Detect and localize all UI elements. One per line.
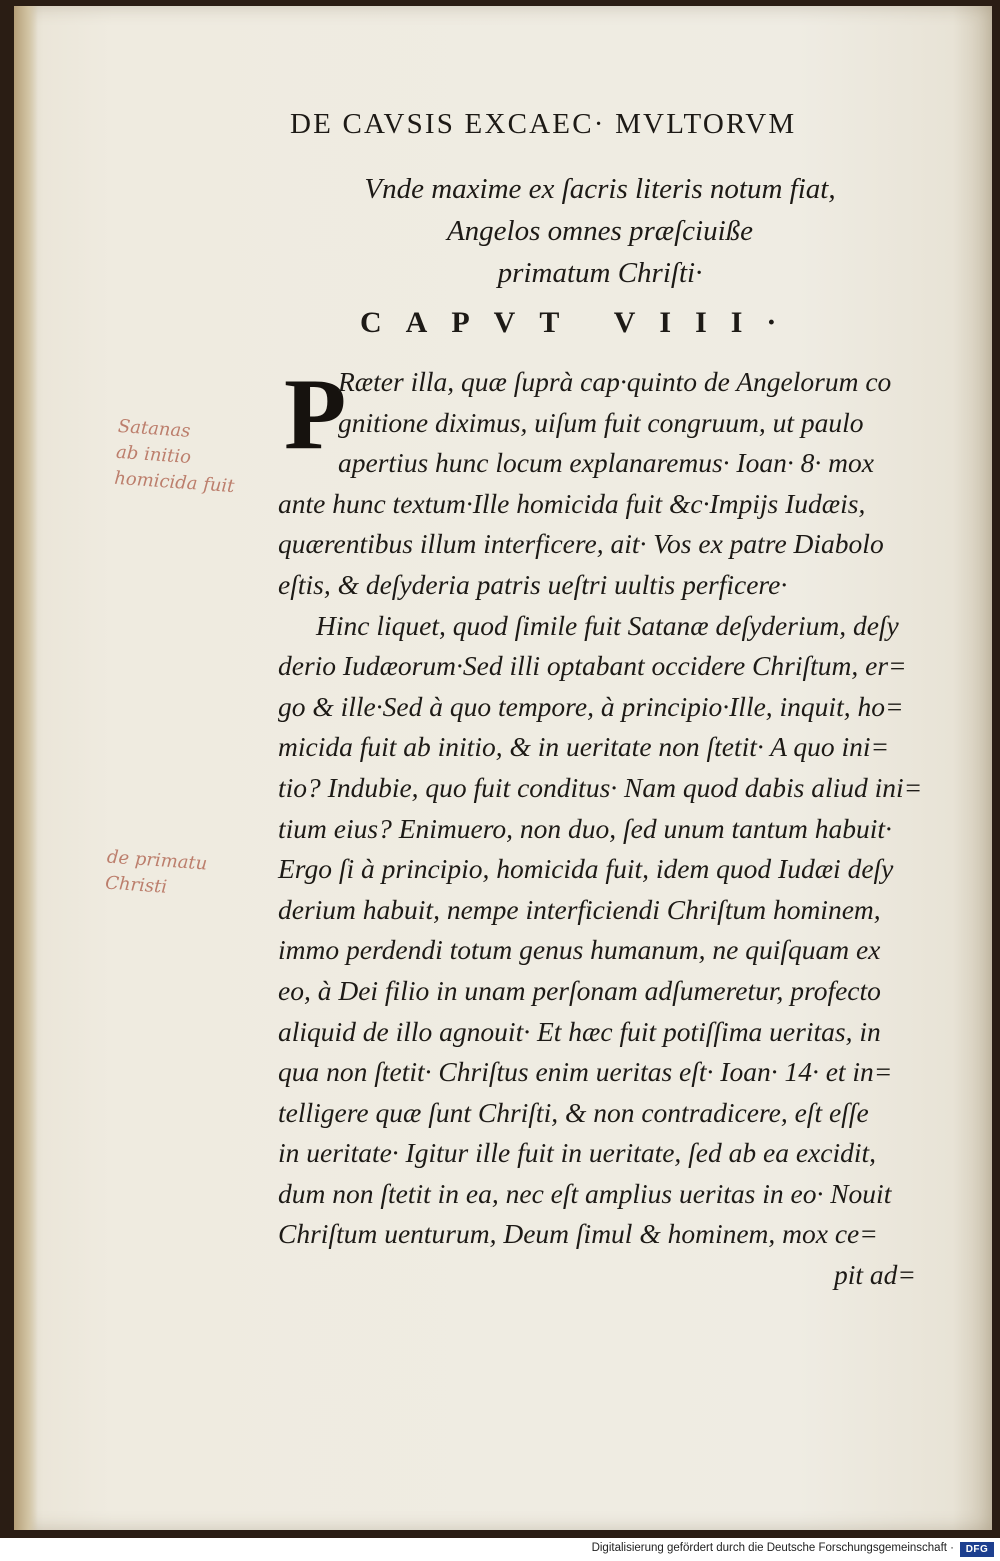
text-line: apertius hunc locum explanaremus· Ioan· 8· mox — [338, 447, 874, 479]
subtitle-line: Vnde maxime ex ſacris literis notum fiat, — [364, 173, 836, 205]
chapter-heading: CAPVT VIII· — [360, 306, 801, 339]
marginal-annotation — [104, 845, 208, 904]
text-line: derio Iudæorum·Sed illi optabant occidere Chriſtum, er= — [278, 650, 907, 682]
dfg-logo: DFG — [960, 1542, 994, 1557]
text-line: tium eius? Enimuero, non duo, ſed unum tantum habuit· — [278, 812, 892, 844]
subtitle-line: primatum Chriſti· — [497, 257, 703, 289]
subtitle-line: Angelos omnes præſciuiße — [446, 215, 754, 247]
text-line: immo perdendi totum genus humanum, ne quiſquam ex — [278, 934, 881, 966]
annotation-line: de primatu — [106, 846, 208, 875]
text-line: quærentibus illum interficere, ait· Vos ex patre Diabolo — [278, 528, 884, 560]
marginal-annotation — [113, 414, 238, 500]
text-line: gnitione diximus, uiſum fuit congruum, ut paulo — [338, 406, 864, 438]
running-head: DE CAVSIS EXCAEC· MVLTORVM — [290, 108, 797, 140]
text-line: derium habuit, nempe interficiendi Chriſtum hominem, — [278, 893, 881, 925]
funding-credit: Digitalisierung gefördert durch die Deutsche Forschungsgemeinschaft · — [591, 1542, 954, 1554]
text-line: Chriſtum uenturum, Deum ſimul & hominem, mox ce= — [278, 1218, 878, 1250]
drop-cap: P — [284, 358, 347, 471]
text-line: micida fuit ab initio, & in ueritate non ſtetit· A quo ini= — [278, 731, 890, 763]
text-line: Ræter illa, quæ ſuprà cap·quinto de Angelorum co — [338, 366, 892, 397]
text-line: Ergo ſi à principio, homicida fuit, idem quod Iudæi deſy — [278, 853, 894, 885]
catchword: pit ad= — [834, 1259, 916, 1291]
text-line: go & ille·Sed à quo tempore, à principio·Ille, inquit, ho= — [278, 690, 904, 722]
annotation-line: ab initio — [115, 441, 192, 469]
text-line: dum non ſtetit in ea, nec eſt amplius ueritas in eo· Nouit — [278, 1177, 892, 1209]
annotation-line: homicida fuit — [113, 467, 236, 498]
text-line: telligere quæ ſunt Chriſti, & non contradicere, eſt eſſe — [278, 1096, 869, 1128]
text-line: in ueritate· Igitur ille fuit in ueritate, ſed ab ea excidit, — [278, 1137, 877, 1169]
binding-edge — [14, 6, 38, 1530]
text-line: ante hunc textum·Ille homicida fuit &c·Impijs Iudæis, — [278, 487, 866, 519]
footer-bar — [0, 1538, 1000, 1561]
annotation-line: Christi — [104, 872, 168, 898]
text-line: eſtis, & deſyderia patris ueſtri uultis perficere· — [278, 568, 788, 600]
text-line: aliquid de illo agnouit· Et hæc fuit potiſſima ueritas, in — [278, 1015, 881, 1047]
text-line: Hinc liquet, quod ſimile fuit Satanæ deſyderium, deſy — [316, 609, 899, 641]
annotation-line: Satanas — [117, 415, 192, 442]
text-line: qua non ſtetit· Chriſtus enim ueritas eſt· Ioan· 14· et in= — [278, 1056, 893, 1088]
chapter-subtitle — [250, 168, 950, 294]
body-text — [278, 358, 928, 1296]
text-line: eo, à Dei filio in unam perſonam adſumeretur, profecto — [278, 974, 881, 1006]
text-line: tio? Indubie, quo fuit conditus· Nam quod dabis aliud ini= — [278, 771, 923, 803]
